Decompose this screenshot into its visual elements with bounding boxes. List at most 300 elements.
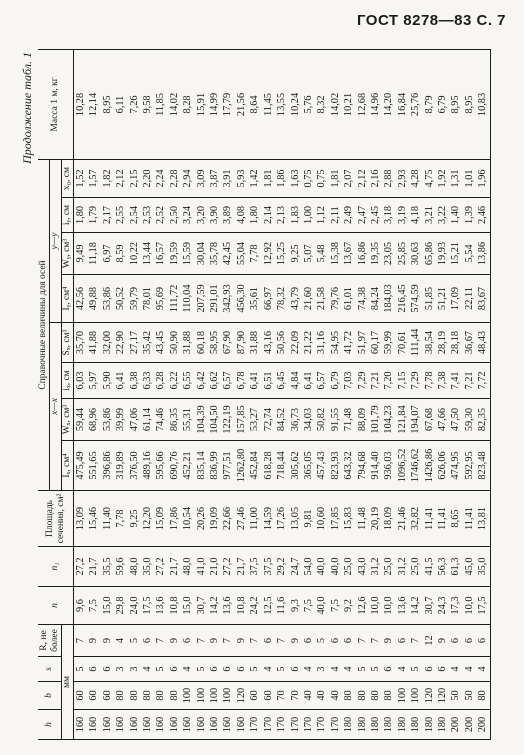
table-cell: 101,79	[369, 399, 382, 441]
table-cell: 78,32	[275, 275, 288, 323]
table-cell: 14,02	[329, 49, 342, 159]
table-cell: 100	[181, 682, 194, 710]
header-sx: Sₓ, см³	[62, 323, 74, 363]
table-cell: 120	[423, 682, 436, 710]
table-cell: 27,2	[221, 547, 234, 587]
table-cell: 160	[208, 710, 221, 740]
table-cell: 15,83	[342, 491, 355, 547]
table-cell: 80	[476, 682, 490, 710]
table-cell: 823,48	[476, 441, 490, 491]
table-cell: 1,83	[289, 198, 302, 233]
table-cell: 170	[248, 710, 261, 740]
table-cell: 5,90	[101, 363, 114, 399]
table-cell: 14,96	[369, 49, 382, 159]
rotated-table-block	[18, 50, 506, 740]
table-cell: 6,97	[101, 233, 114, 275]
table-cell: 3,91	[221, 159, 234, 197]
table-cell: 160	[74, 710, 88, 740]
table-cell: 21,0	[208, 547, 221, 587]
table-cell: 21,7	[235, 547, 248, 587]
table-cell: 2,28	[168, 159, 181, 197]
table-cell: 5	[248, 657, 261, 682]
table-cell: 160	[195, 710, 208, 740]
table-cell: 1,92	[436, 159, 449, 197]
table-cell: 6,57	[221, 363, 234, 399]
table-row	[74, 49, 88, 739]
table-cell: 40,0	[315, 547, 328, 587]
table-cell: 19,59	[168, 233, 181, 275]
table-cell: 2,13	[275, 198, 288, 233]
table-cell: 17,09	[449, 275, 462, 323]
header-b: b	[38, 682, 62, 710]
table-cell: 15,25	[275, 233, 288, 275]
table-cell: 626,06	[436, 441, 449, 491]
table-cell: 180	[356, 710, 369, 740]
table-cell: 9,6	[74, 587, 88, 625]
table-cell: 7,5	[329, 587, 342, 625]
table-cell: 32,00	[101, 323, 114, 363]
table-cell: 79,76	[329, 275, 342, 323]
table-cell: 3,22	[436, 198, 449, 233]
table-cell: 80	[154, 682, 167, 710]
table-cell: 643,32	[342, 441, 355, 491]
table-cell: 28,19	[436, 323, 449, 363]
table-row	[423, 49, 436, 739]
table-cell: 595,66	[154, 441, 167, 491]
table-cell: 1,31	[449, 159, 462, 197]
table-cell: 160	[101, 710, 114, 740]
table-cell: 10,0	[369, 587, 382, 625]
table-cell: 2,20	[141, 159, 154, 197]
table-cell: 36,73	[289, 399, 302, 441]
table-cell: 2,07	[342, 159, 355, 197]
table-cell: 6,79	[329, 363, 342, 399]
table-cell: 170	[262, 710, 275, 740]
table-row	[396, 49, 409, 739]
table-cell: 80	[168, 682, 181, 710]
table-cell: 170	[315, 710, 328, 740]
table-cell: 15,46	[87, 491, 100, 547]
table-cell: 10,8	[235, 587, 248, 625]
table-cell: 4	[302, 657, 315, 682]
table-cell: 8,95	[463, 49, 476, 159]
table-cell: 36,67	[463, 323, 476, 363]
table-cell: 30,7	[195, 587, 208, 625]
table-cell: 160	[114, 710, 127, 740]
table-cell: 30,7	[423, 587, 436, 625]
table-row	[208, 49, 221, 739]
table-cell: 7	[409, 625, 422, 657]
table-cell: 31,88	[181, 323, 194, 363]
table-cell: 51,21	[436, 275, 449, 323]
table-cell: 43,0	[356, 547, 369, 587]
table-cell: 10,0	[382, 587, 395, 625]
table-cell: 66,97	[262, 275, 275, 323]
table-cell: 51,97	[356, 323, 369, 363]
table-cell: 56,3	[436, 547, 449, 587]
table-cell: 8,79	[423, 49, 436, 159]
table-cell: 100	[208, 682, 221, 710]
table-cell: 35,0	[141, 547, 154, 587]
table-row	[141, 49, 154, 739]
table-cell: 1746,62	[409, 441, 422, 491]
table-cell: 170	[275, 710, 288, 740]
table-cell: 291,01	[208, 275, 221, 323]
table-cell: 80	[356, 682, 369, 710]
table-cell: 60,17	[369, 323, 382, 363]
table-cell: 4,08	[235, 198, 248, 233]
table-cell: 40	[302, 682, 315, 710]
table-cell: 2,24	[154, 159, 167, 197]
table-row	[87, 49, 100, 739]
table-cell: 25,76	[409, 49, 422, 159]
table-cell: 200	[476, 710, 490, 740]
table-cell: 60	[101, 682, 114, 710]
table-cell: 14,20	[382, 49, 395, 159]
table-cell: 49,88	[87, 275, 100, 323]
table-cell: 50,90	[168, 323, 181, 363]
table-cell: 19,93	[436, 233, 449, 275]
table-cell: 54,0	[302, 547, 315, 587]
table-cell: 74,38	[356, 275, 369, 323]
table-row	[409, 49, 422, 739]
table-cell: 3,18	[382, 198, 395, 233]
table-cell: 40,0	[315, 587, 328, 625]
table-cell: 2,17	[101, 198, 114, 233]
table-cell: 11,41	[436, 491, 449, 547]
table-row	[262, 49, 275, 739]
table-cell: 5,76	[302, 49, 315, 159]
table-cell: 27,17	[128, 323, 141, 363]
table-cell: 42,56	[74, 275, 88, 323]
table-cell: 53,27	[248, 399, 261, 441]
table-cell: 216,45	[396, 275, 409, 323]
table-cell: 12,68	[356, 49, 369, 159]
table-cell: 111,72	[168, 275, 181, 323]
table-cell: 8,65	[449, 491, 462, 547]
table-cell: 184,03	[382, 275, 395, 323]
table-cell: 6	[396, 625, 409, 657]
table-cell: 474,95	[449, 441, 462, 491]
table-cell: 13,6	[396, 587, 409, 625]
table-cell: 5	[154, 657, 167, 682]
table-cell: 13,6	[154, 587, 167, 625]
table-cell: 836,99	[208, 441, 221, 491]
table-cell: 60	[248, 682, 261, 710]
table-cell: 19,09	[208, 491, 221, 547]
table-cell: 10,24	[289, 49, 302, 159]
table-cell: 9	[382, 625, 395, 657]
table-cell: 7	[221, 625, 234, 657]
table-cell: 80	[128, 682, 141, 710]
table-cell: 7,78	[423, 363, 436, 399]
table-row	[436, 49, 449, 739]
table-cell: 6,38	[128, 363, 141, 399]
table-cell: 160	[154, 710, 167, 740]
table-cell: 15,0	[181, 587, 194, 625]
table-cell: 25,85	[396, 233, 409, 275]
table-cell: 4	[476, 657, 490, 682]
table-cell: 6	[87, 657, 100, 682]
table-cell: 59,30	[463, 399, 476, 441]
header-reference: Справочные величины для осей	[38, 159, 50, 490]
table-cell: 15,38	[329, 233, 342, 275]
table-cell: 9,3	[289, 587, 302, 625]
table-row	[101, 49, 114, 739]
table-cell: 6,57	[315, 363, 328, 399]
table-cell: 8,95	[449, 49, 462, 159]
table-cell: 365,05	[302, 441, 315, 491]
table-cell: 59,6	[114, 547, 127, 587]
table-cell: 8,95	[101, 49, 114, 159]
table-row	[248, 49, 261, 739]
table-cell: 15,21	[449, 233, 462, 275]
table-cell: 35,42	[141, 323, 154, 363]
table-cell: 37,5	[262, 547, 275, 587]
table-cell: 2,12	[356, 159, 369, 197]
table-cell: 1,52	[74, 159, 88, 197]
table-cell: 7,15	[396, 363, 409, 399]
table-cell: 13,09	[74, 491, 88, 547]
table-cell: 27,2	[74, 547, 88, 587]
table-cell: 5	[128, 625, 141, 657]
table-cell: 5,93	[235, 159, 248, 197]
table-cell: 48,0	[181, 547, 194, 587]
table-cell: 31,2	[369, 547, 382, 587]
table-cell: 10,60	[315, 491, 328, 547]
table-cell: 88,09	[356, 399, 369, 441]
table-cell: 7,21	[463, 363, 476, 399]
table-cell: 574,59	[409, 275, 422, 323]
table-cell: 3,19	[396, 198, 409, 233]
table-row	[235, 49, 248, 739]
table-cell: 4	[141, 657, 154, 682]
table-cell: 3,87	[208, 159, 221, 197]
table-cell: 396,86	[101, 441, 114, 491]
table-cell: 48,43	[476, 323, 490, 363]
table-cell: 9	[168, 625, 181, 657]
table-cell: 2,11	[329, 198, 342, 233]
table-cell: 14,99	[208, 49, 221, 159]
table-cell: 31,16	[315, 323, 328, 363]
table-cell: 6	[101, 657, 114, 682]
table-cell: 1,12	[315, 198, 328, 233]
table-cell: 7,5	[302, 587, 315, 625]
table-row	[128, 49, 141, 739]
table-cell: 5	[315, 625, 328, 657]
table-cell: 3	[128, 657, 141, 682]
table-cell: 5	[74, 657, 88, 682]
table-cell: 7	[356, 625, 369, 657]
table-cell: 5	[356, 657, 369, 682]
header-wy: Wᵧ, см³	[62, 233, 74, 275]
table-row	[315, 49, 328, 739]
table-cell: 1,96	[476, 159, 490, 197]
table-cell: 2,55	[114, 198, 127, 233]
table-cell: 59,79	[128, 275, 141, 323]
table-cell: 3,20	[195, 198, 208, 233]
table-cell: 14,02	[168, 49, 181, 159]
table-cell: 6	[302, 625, 315, 657]
table-cell: 11,85	[154, 49, 167, 159]
table-cell: 17,3	[449, 587, 462, 625]
table-cell: 180	[382, 710, 395, 740]
table-cell: 7,29	[409, 363, 422, 399]
table-cell: 9,25	[128, 491, 141, 547]
table-cell: 7	[74, 625, 88, 657]
table-cell: 34,03	[302, 399, 315, 441]
header-iy-moment: Iᵧ, см⁴	[62, 275, 74, 323]
table-cell: 1426,86	[423, 441, 436, 491]
table-cell: 21,56	[235, 49, 248, 159]
table-cell: 67,90	[221, 323, 234, 363]
table-cell: 7	[195, 625, 208, 657]
table-cell: 9,58	[141, 49, 154, 159]
table-cell: 60	[74, 682, 88, 710]
table-cell: 592,95	[463, 441, 476, 491]
table-cell: 1,40	[449, 198, 462, 233]
table-cell: 68,96	[87, 399, 100, 441]
table-row	[302, 49, 315, 739]
table-cell: 50,82	[315, 399, 328, 441]
table-cell: 180	[369, 710, 382, 740]
table-cell: 6,33	[141, 363, 154, 399]
table-body	[74, 49, 491, 739]
table-cell: 1,86	[275, 159, 288, 197]
table-row	[195, 49, 208, 739]
table-cell: 43,79	[289, 275, 302, 323]
table-cell: 4,75	[423, 159, 436, 197]
table-cell: 30,04	[195, 233, 208, 275]
table-cell: 67,68	[423, 399, 436, 441]
table-cell: 10,83	[476, 49, 490, 159]
table-cell: 10,54	[181, 491, 194, 547]
table-cell: 10,28	[74, 49, 88, 159]
table-cell: 9,81	[302, 491, 315, 547]
table-cell: 42,45	[221, 233, 234, 275]
table-cell: 2,50	[168, 198, 181, 233]
table-cell: 47,06	[128, 399, 141, 441]
table-cell: 21,7	[168, 547, 181, 587]
table-cell: 3,89	[221, 198, 234, 233]
table-cell: 25,0	[382, 547, 395, 587]
table-cell: 2,47	[356, 198, 369, 233]
table-cell: 5	[275, 657, 288, 682]
table-cell: 104,23	[382, 399, 395, 441]
header-r: R, не более	[38, 625, 62, 657]
table-cell: 4	[463, 657, 476, 682]
table-cell: 15,09	[154, 491, 167, 547]
table-cell: 18,09	[382, 491, 395, 547]
table-cell: 690,76	[168, 441, 181, 491]
table-cell: 160	[168, 710, 181, 740]
table-cell: 7	[275, 625, 288, 657]
table-cell: 6,41	[114, 363, 127, 399]
table-cell: 41,0	[195, 547, 208, 587]
table-cell: 104,39	[195, 399, 208, 441]
table-cell: 1,42	[248, 159, 261, 197]
table-cell: 6,78	[235, 363, 248, 399]
table-cell: 4	[329, 657, 342, 682]
table-cell: 10,0	[463, 587, 476, 625]
table-cell: 14,2	[208, 587, 221, 625]
table-cell: 6,22	[168, 363, 181, 399]
table-cell: 1,57	[87, 159, 100, 197]
table-cell: 6	[168, 657, 181, 682]
table-cell: 11,6	[275, 587, 288, 625]
table-cell: 3,21	[423, 198, 436, 233]
table-cell: 9	[289, 625, 302, 657]
table-cell: 7,5	[87, 587, 100, 625]
table-row	[476, 49, 490, 739]
table-cell: 43,45	[154, 323, 167, 363]
table-cell: 15,0	[101, 587, 114, 625]
table-cell: 2,94	[181, 159, 194, 197]
table-cell: 4	[262, 657, 275, 682]
table-cell: 7,78	[114, 491, 127, 547]
table-cell: 80	[369, 682, 382, 710]
table-cell: 22,09	[289, 323, 302, 363]
table-cell: 6	[208, 657, 221, 682]
table-cell: 100	[396, 682, 409, 710]
table-cell: 59,99	[382, 323, 395, 363]
table-cell: 11,40	[101, 491, 114, 547]
table-cell: 100	[409, 682, 422, 710]
table-cell: 80	[342, 682, 355, 710]
table-row	[463, 49, 476, 739]
table-cell: 17,86	[168, 491, 181, 547]
table-cell: 17,26	[275, 491, 288, 547]
table-cell: 160	[181, 710, 194, 740]
table-row	[221, 49, 234, 739]
table-cell: 7,20	[382, 363, 395, 399]
table-cell: 1,63	[289, 159, 302, 197]
table-cell: 6,55	[181, 363, 194, 399]
table-cell: 2,93	[396, 159, 409, 197]
table-row	[356, 49, 369, 739]
table-cell: 10,8	[168, 587, 181, 625]
table-cell: 25,0	[342, 547, 355, 587]
table-cell: 43,16	[262, 323, 275, 363]
table-cell: 457,43	[315, 441, 328, 491]
table-cell: 72,74	[262, 399, 275, 441]
table-cell: 9	[235, 625, 248, 657]
table-cell: 7	[248, 625, 261, 657]
table-cell: 40	[329, 682, 342, 710]
table-cell: 7	[369, 625, 382, 657]
table-cell: 9,49	[74, 233, 88, 275]
table-cell: 157,85	[235, 399, 248, 441]
header-iy-radius: iᵧ, см	[62, 198, 74, 233]
table-cell: 61,01	[342, 275, 355, 323]
table-cell: 28,18	[449, 323, 462, 363]
table-cell: 22,90	[114, 323, 127, 363]
table-cell: 86,35	[168, 399, 181, 441]
table-cell: 13,67	[342, 233, 355, 275]
table-cell: 29,2	[275, 547, 288, 587]
header-axis-xx: x—x	[50, 323, 62, 491]
table-cell: 7,21	[369, 363, 382, 399]
table-cell: 120	[235, 682, 248, 710]
table-cell: 475,49	[74, 441, 88, 491]
table-cell: 24,2	[248, 587, 261, 625]
table-cell: 41,88	[87, 323, 100, 363]
table-cell: 376,50	[128, 441, 141, 491]
table-cell: 16,57	[154, 233, 167, 275]
table-row	[289, 49, 302, 739]
table-cell: 2,54	[128, 198, 141, 233]
table-cell: 2,53	[141, 198, 154, 233]
